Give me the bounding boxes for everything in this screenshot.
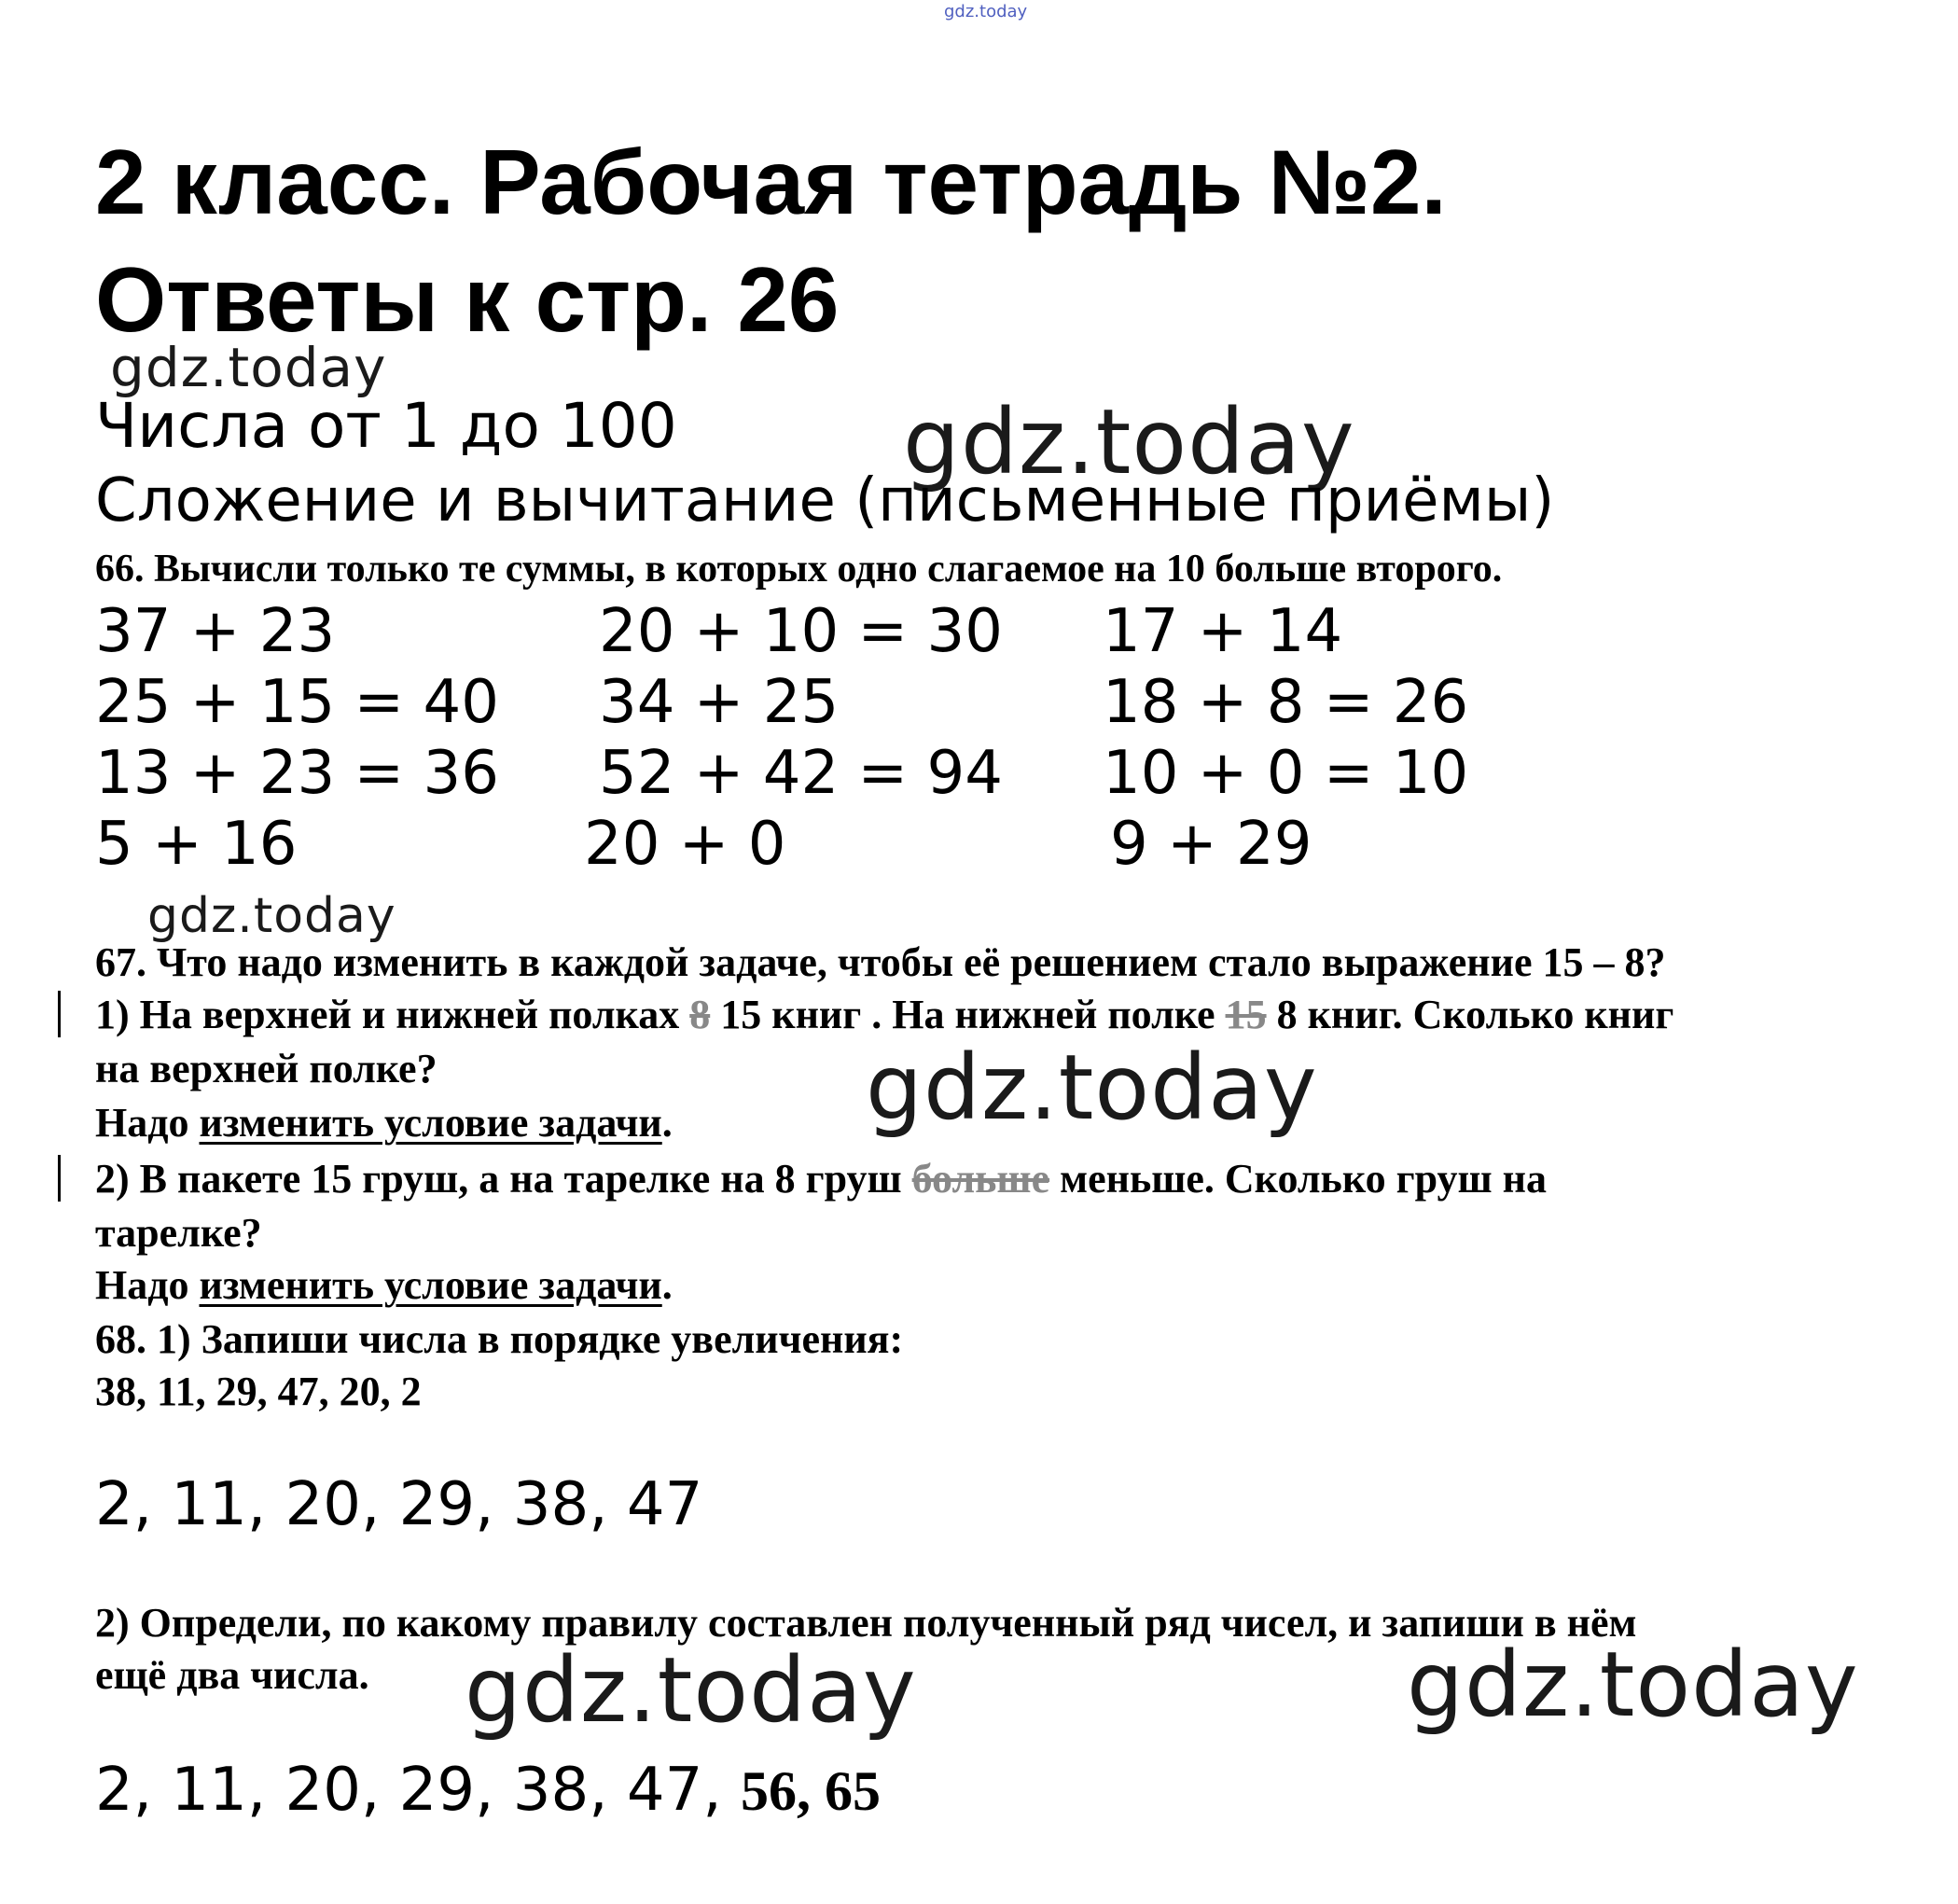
ex66-r1-c1: 37 + 23 bbox=[95, 597, 336, 666]
watermark-1: gdz.today bbox=[110, 336, 387, 399]
ex66-r3-c1: 13 + 23 = 36 bbox=[95, 739, 499, 808]
answer-2-suffix: . bbox=[661, 1262, 673, 1308]
watermark-3: gdz.today bbox=[147, 888, 396, 944]
exercise-68-task-2-line1: 2) Определи, по какому правилу составлен полученный ряд чисел, и запиши в нём bbox=[95, 1600, 1637, 1646]
exercise-68-answer-2 bbox=[95, 1756, 881, 1825]
ex67-p2-text-b: меньше. Сколько груш на bbox=[1049, 1156, 1547, 1202]
exercise-67-part2 bbox=[95, 1155, 1547, 1202]
exercise-67-answer-1 bbox=[95, 1099, 673, 1147]
answer-1-suffix: . bbox=[661, 1100, 673, 1146]
ex66-r1-c2: 20 + 10 = 30 bbox=[599, 597, 1003, 666]
ex67-p1-strike-1: 8 bbox=[689, 992, 711, 1037]
answer-2-sequence: 2, 11, 20, 29, 38, 47, bbox=[95, 1756, 742, 1825]
page-title-line1: 2 класс. Рабочая тетрадь №2. bbox=[95, 131, 1447, 233]
watermark-6: gdz.today bbox=[1407, 1633, 1859, 1737]
ex67-p1-text-a: 1) На верхней и нижней полках bbox=[95, 992, 690, 1037]
watermark-4: gdz.today bbox=[866, 1035, 1318, 1140]
ex67-p2-text-a: 2) В пакете 15 груш, а на тарелке на 8 груш bbox=[95, 1156, 912, 1202]
exercise-67-answer-2 bbox=[95, 1261, 673, 1309]
exercise-68-task-1: 68. 1) Запиши числа в порядке увеличения: bbox=[95, 1316, 904, 1362]
ex66-r3-c3: 10 + 0 = 10 bbox=[1103, 739, 1469, 808]
exercise-67-part2-line2: тарелке? bbox=[95, 1210, 262, 1256]
answer-2-prefix: Надо bbox=[95, 1262, 200, 1308]
answer-1-prefix: Надо bbox=[95, 1100, 200, 1146]
exercise-66-task: 66. Вычисли только те суммы, в которых одно слагаемое на 10 больше второго. bbox=[95, 548, 1503, 591]
exercise-68-answer-1: 2, 11, 20, 29, 38, 47 bbox=[95, 1470, 703, 1539]
ex67-p1-text-b: 15 книг . На нижней полке bbox=[710, 992, 1226, 1037]
answer-1-underlined: изменить условие задачи bbox=[199, 1100, 662, 1146]
ex67-p2-strike: больше bbox=[911, 1156, 1050, 1202]
answer-2-underlined: изменить условие задачи bbox=[199, 1262, 662, 1308]
ex66-r2-c3: 18 + 8 = 26 bbox=[1103, 668, 1469, 737]
exercise-67-task: 67. Что надо изменить в каждой задаче, чтобы её решением стало выражение 15 – 8? bbox=[95, 939, 1666, 985]
margin-bar-2 bbox=[58, 1155, 61, 1202]
page-title-line2: Ответы к стр. 26 bbox=[95, 248, 840, 351]
ex67-p1-strike-2: 15 bbox=[1225, 992, 1267, 1037]
exercise-67-part1-line2: на верхней полке? bbox=[95, 1046, 437, 1091]
margin-bar-1 bbox=[58, 991, 61, 1037]
exercise-68-numbers: 38, 11, 29, 47, 20, 2 bbox=[95, 1369, 422, 1414]
ex66-r4-c1: 5 + 16 bbox=[95, 810, 298, 879]
watermark-top: gdz.today bbox=[944, 2, 1028, 21]
ex66-r2-c2: 34 + 25 bbox=[599, 668, 840, 737]
topic-heading: Числа от 1 до 100 bbox=[95, 390, 677, 462]
ex66-r2-c1: 25 + 15 = 40 bbox=[95, 668, 499, 737]
ex66-r4-c2: 20 + 0 bbox=[584, 810, 786, 879]
ex66-r1-c3: 17 + 14 bbox=[1103, 597, 1343, 666]
subtopic-heading: Сложение и вычитание (письменные приёмы) bbox=[95, 466, 1555, 535]
exercise-68-task-2-line2: ещё два числа. bbox=[95, 1652, 369, 1698]
answer-2-added-numbers: 56, 65 bbox=[741, 1760, 882, 1822]
watermark-5: gdz.today bbox=[465, 1638, 917, 1743]
ex67-p1-text-c: 8 книг. Сколько книг bbox=[1266, 992, 1674, 1037]
ex66-r4-c3: 9 + 29 bbox=[1110, 810, 1312, 879]
ex66-r3-c2: 52 + 42 = 94 bbox=[599, 739, 1003, 808]
exercise-67-part1 bbox=[95, 991, 1673, 1038]
watermark-2: gdz.today bbox=[903, 390, 1355, 494]
